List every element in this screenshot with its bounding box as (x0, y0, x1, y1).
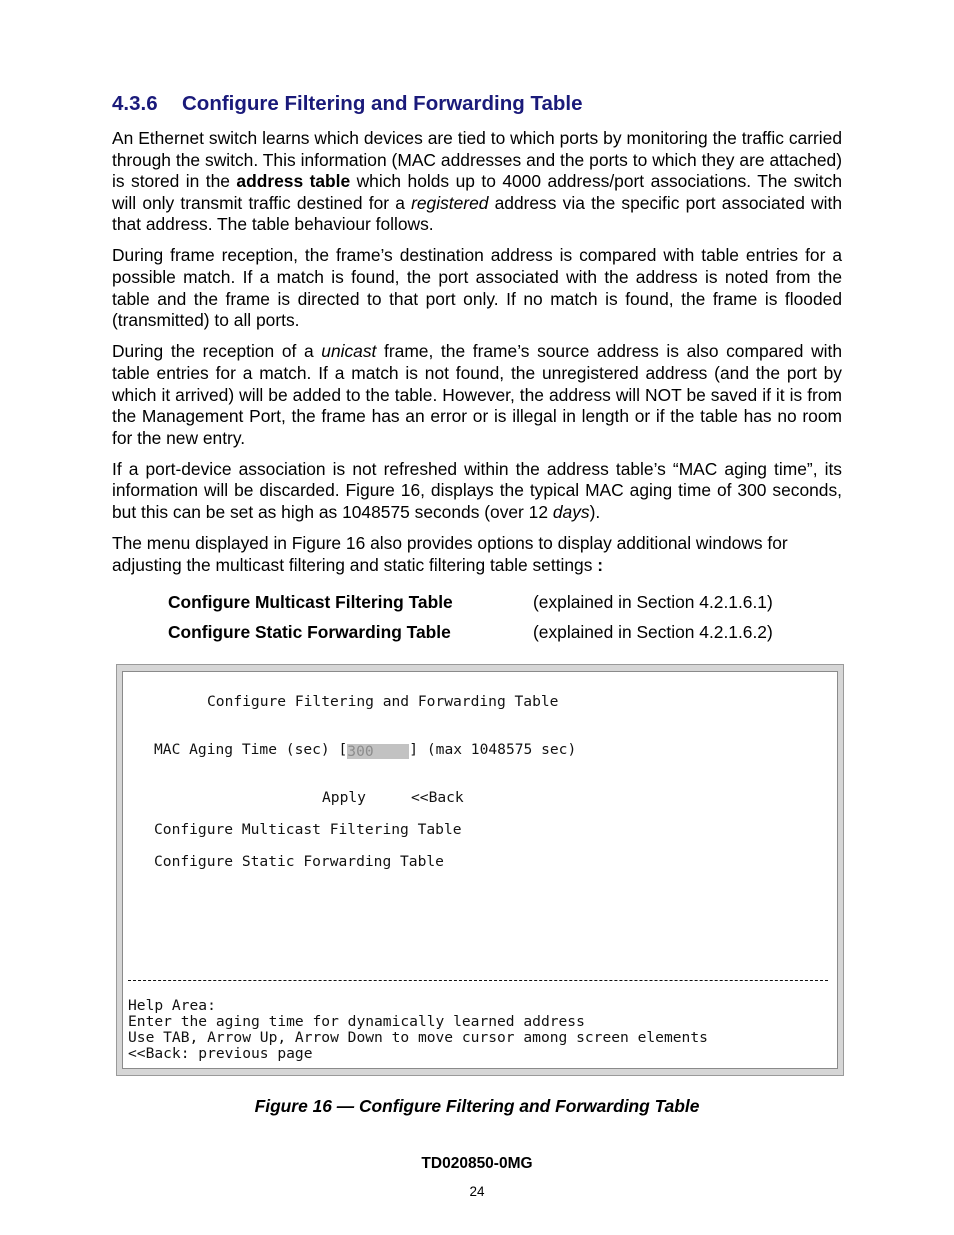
option-name: Configure Multicast Filtering Table (168, 592, 453, 612)
italic-term: days (552, 502, 590, 522)
paragraph-1: An Ethernet switch learns which devices are tied to which ports by monitoring the traffic carried through the switch. This information (MAC addresses and the ports to which they are attached) is stored in the address table which holds up to 4000 address/port associations. The switch will only transmit traffic destined for a registered address via the specific port associated with that address. The table behaviour follows. (112, 128, 843, 235)
paragraph-3: During the reception of a unicast frame, the frame’s source address is also compared with table entries for a match. If a match is not found, the unregistered address (and the port by which it arrived) will be added to the table. However, the address will NOT be saved if it is from the Management Port, the frame has an error or is illegal in length or if the table has no room for the new entry. (112, 341, 843, 448)
menu-item-multicast-filtering[interactable]: Configure Multicast Filtering Table (154, 821, 462, 838)
section-number: 4.3.6 (112, 92, 158, 115)
help-area-title: Help Area: (128, 997, 216, 1014)
option-row-multicast (168, 592, 828, 622)
bold-term: address table (236, 171, 351, 192)
paragraph-5: The menu displayed in Figure 16 also provides options to display additional windows for adjusting the multicast filtering and static filtering table settings : (112, 533, 788, 575)
option-reference: (explained in Section 4.2.1.6.2) (533, 622, 773, 642)
mac-aging-row (154, 742, 576, 759)
figure-caption: Figure 16 — Configure Filtering and Forwarding Table (254, 1096, 700, 1116)
help-line: Enter the aging time for dynamically learned address (128, 1013, 585, 1030)
mac-aging-label: MAC Aging Time (sec) [ (154, 741, 348, 758)
menu-item-static-forwarding[interactable]: Configure Static Forwarding Table (154, 853, 444, 870)
page-number: 24 (469, 1184, 485, 1199)
paragraph-2: During frame reception, the frame’s destination address is compared with table entries for a possible match. If a match is found, the port associated with the address is noted from the table and the frame is directed to that port only. If no match is found, the frame is flooded (transmitted) to all ports. (112, 245, 842, 331)
option-row-static (168, 622, 828, 652)
paragraph-4: If a port-device association is not refreshed within the address table’s “MAC aging time”, its information will be discarded. Figure 16, displays the typical MAC aging time of 300 seconds, but this can be set as high as 1048575 seconds (over 12 days). (112, 458, 842, 522)
mac-aging-input[interactable]: 300 (347, 744, 409, 759)
help-line: Use TAB, Arrow Up, Arrow Down to move cursor among screen elements (128, 1029, 708, 1046)
option-list (168, 592, 828, 652)
help-divider (128, 980, 828, 981)
body-text (112, 128, 842, 586)
help-line: <<Back: previous page (128, 1045, 313, 1062)
italic-term: unicast (321, 341, 377, 362)
section-heading (112, 92, 583, 116)
option-name: Configure Static Forwarding Table (168, 622, 451, 642)
document-number: TD020850-0MG (421, 1155, 533, 1172)
apply-button[interactable]: Apply (322, 789, 366, 806)
back-button[interactable]: <<Back (411, 789, 464, 806)
terminal-title: Configure Filtering and Forwarding Table (207, 693, 559, 710)
italic-term: registered (411, 192, 489, 213)
mac-aging-suffix: ] (max 1048575 sec) (409, 741, 577, 758)
terminal-screen (122, 671, 838, 1069)
section-title: Configure Filtering and Forwarding Table (182, 92, 583, 115)
option-reference: (explained in Section 4.2.1.6.1) (533, 592, 773, 612)
figure-frame (116, 664, 844, 1076)
